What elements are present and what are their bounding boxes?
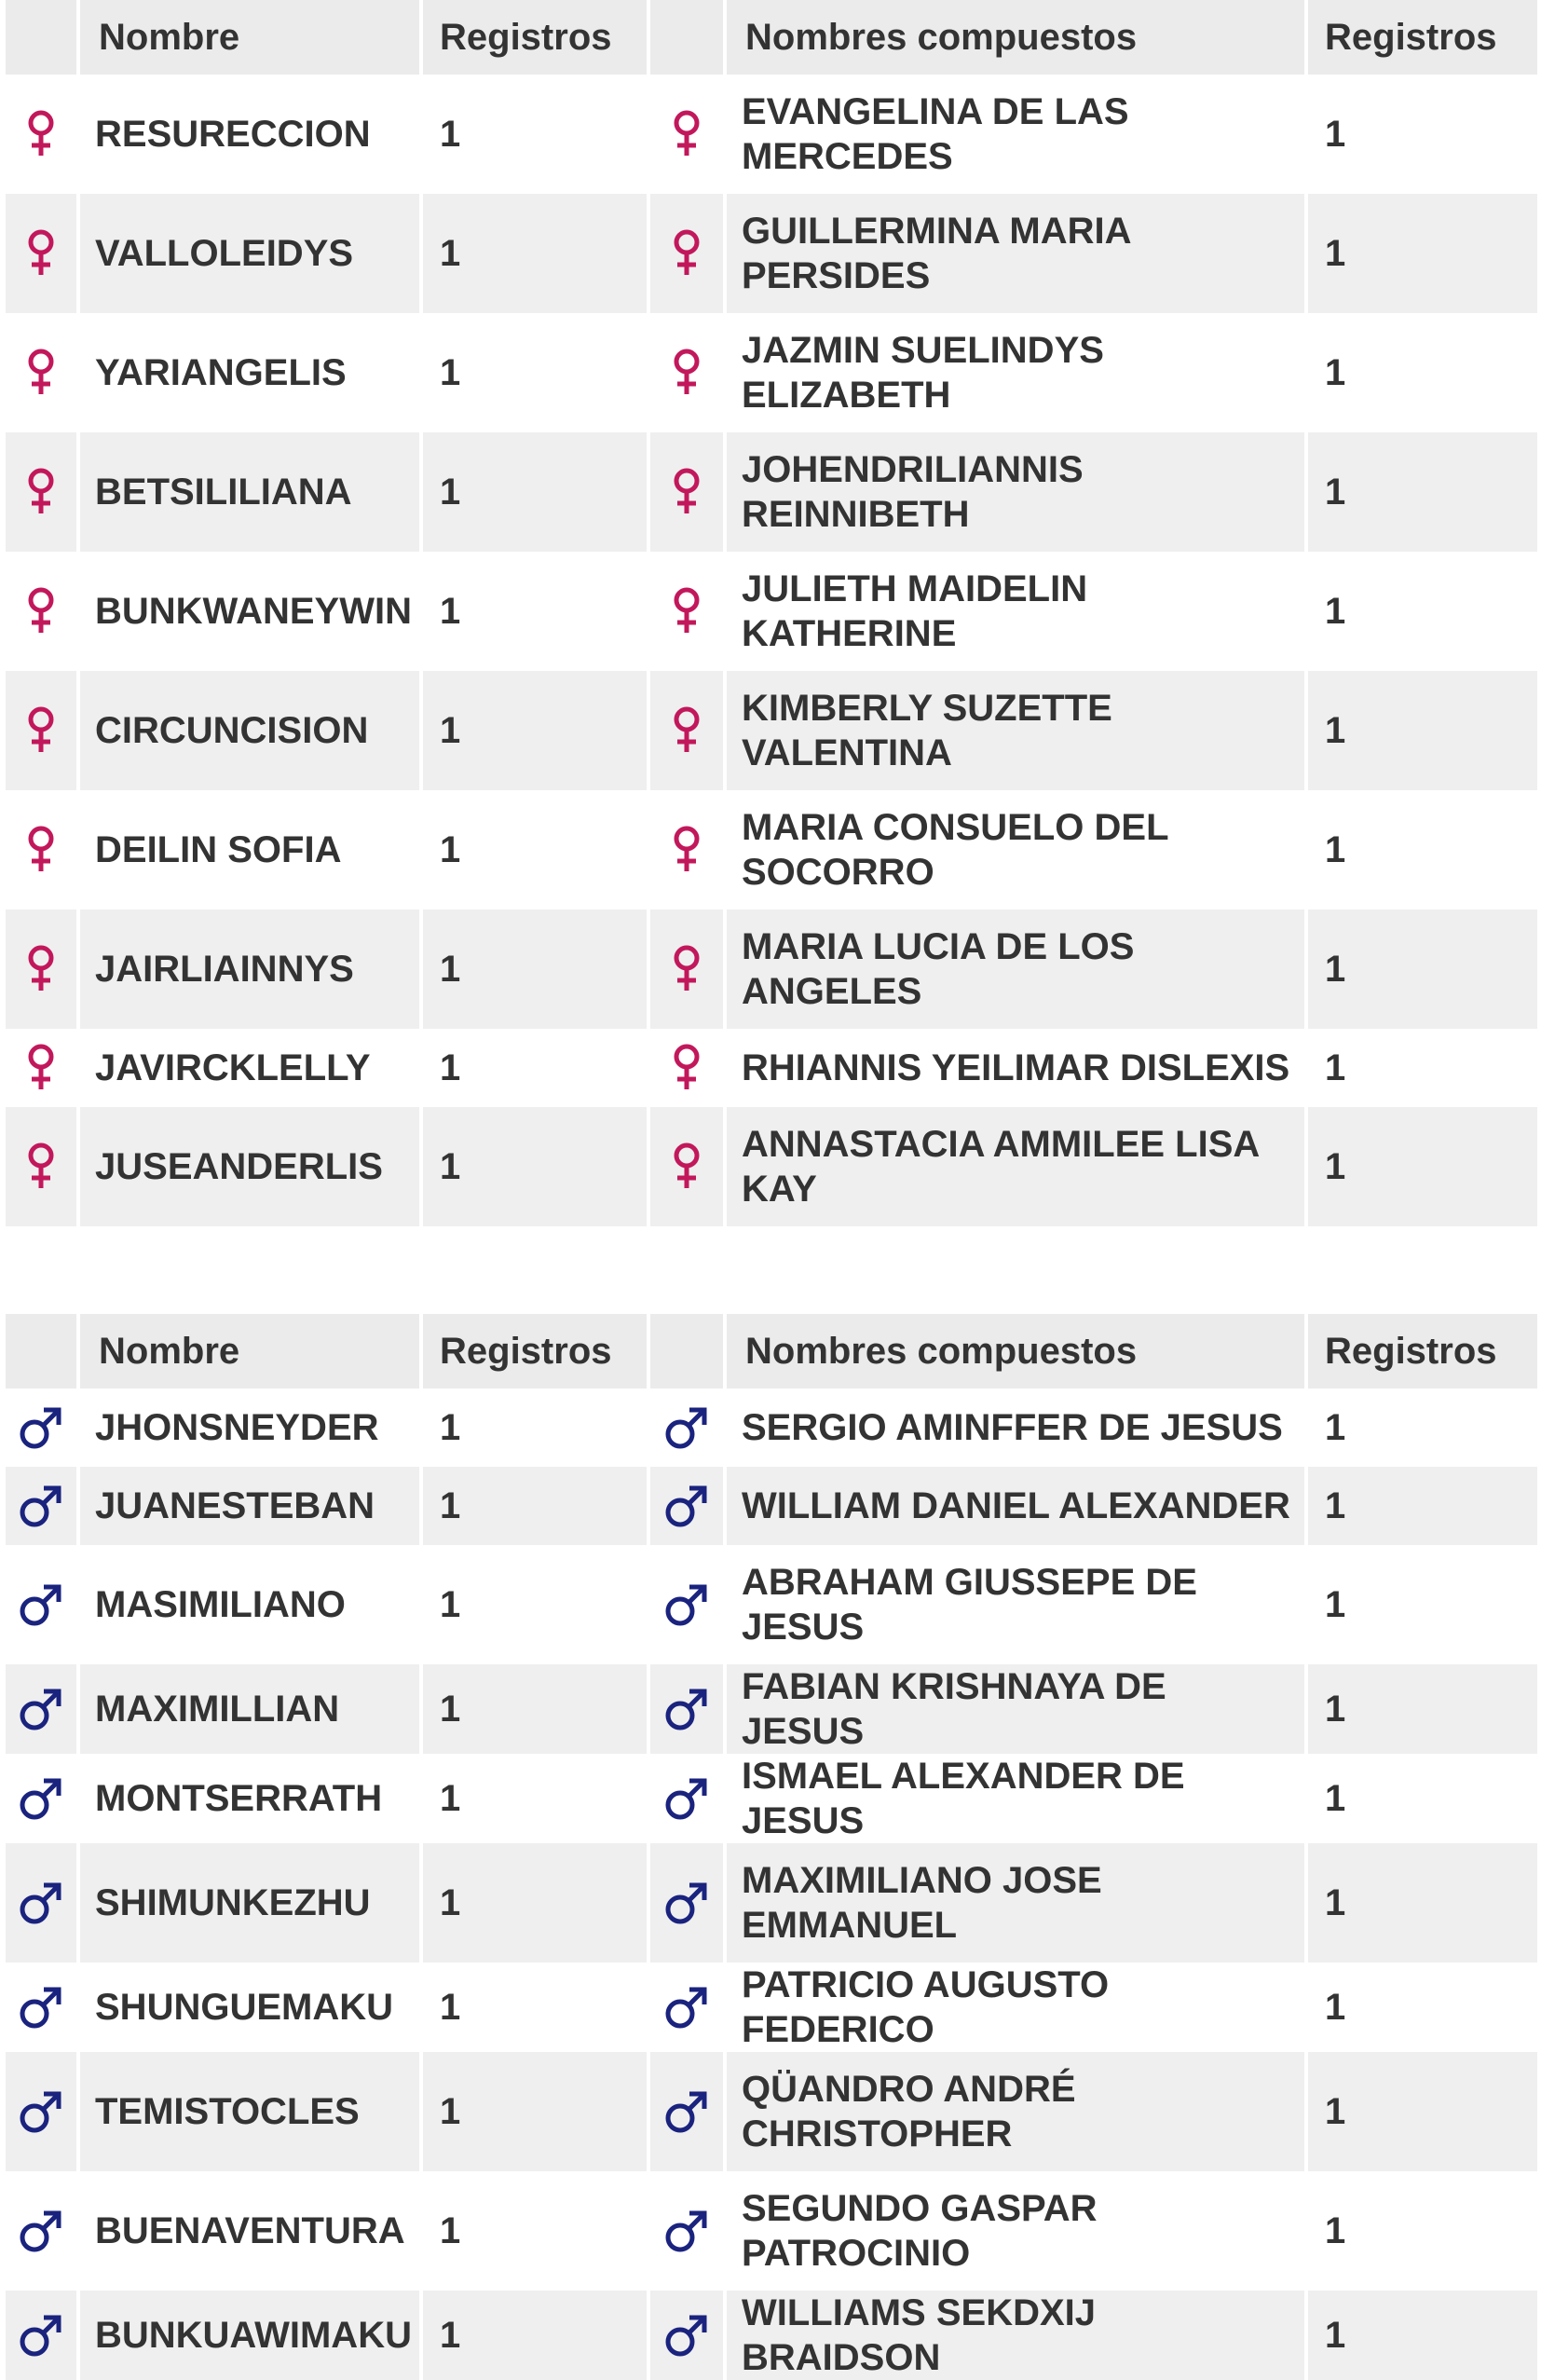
count-cell: 1 — [1308, 1843, 1537, 1963]
count-cell: 1 — [1308, 2291, 1537, 2380]
count-cell: 1 — [423, 2171, 650, 2291]
compound-name-column-header: Nombres compuestos — [727, 0, 1308, 75]
count-cell: 1 — [423, 2052, 650, 2171]
table-row — [6, 1107, 1537, 1226]
count-cell: 1 — [423, 1467, 650, 1545]
table-row — [6, 1467, 1537, 1545]
compound-name-cell: MARIA CONSUELO DEL SOCORRO — [727, 790, 1308, 910]
female-symbol-icon — [650, 194, 727, 313]
table-row — [6, 1545, 1537, 1664]
male-symbol-icon — [650, 1664, 727, 1754]
male-symbol-icon — [6, 1545, 80, 1664]
female-symbol-icon — [650, 1029, 727, 1107]
compound-name-cell: QÜANDRO ANDRÉ CHRISTOPHER — [727, 2052, 1308, 2171]
count-cell: 1 — [423, 1545, 650, 1664]
count-cell: 1 — [1308, 552, 1537, 671]
count-cell: 1 — [423, 552, 650, 671]
name-cell: JAVIRCKLELLY — [80, 1029, 423, 1107]
count-cell: 1 — [423, 313, 650, 432]
table-row — [6, 1843, 1537, 1963]
male-symbol-icon — [650, 2171, 727, 2291]
name-cell: SHIMUNKEZHU — [80, 1843, 423, 1963]
female-symbol-icon — [6, 194, 80, 313]
count-cell: 1 — [1308, 1467, 1537, 1545]
female-symbol-icon — [650, 75, 727, 194]
table-row — [6, 552, 1537, 671]
count-column-header: Registros — [423, 0, 650, 75]
compound-name-cell: JAZMIN SUELINDYS ELIZABETH — [727, 313, 1308, 432]
name-cell: MASIMILIANO — [80, 1545, 423, 1664]
count-cell: 1 — [423, 1029, 650, 1107]
count-cell: 1 — [1308, 1664, 1537, 1754]
male-symbol-icon — [650, 1467, 727, 1545]
name-cell: YARIANGELIS — [80, 313, 423, 432]
male-symbol-icon — [6, 2052, 80, 2171]
name-cell: VALLOLEIDYS — [80, 194, 423, 313]
male-symbol-icon — [6, 1388, 80, 1467]
female-symbol-icon — [650, 910, 727, 1029]
icon-column-header — [650, 0, 727, 75]
compound-name-cell: RHIANNIS YEILIMAR DISLEXIS — [727, 1029, 1308, 1107]
count-cell: 1 — [1308, 1107, 1537, 1226]
icon-column-header — [6, 1314, 80, 1388]
name-cell: JUANESTEBAN — [80, 1467, 423, 1545]
count-column-header: Registros — [423, 1314, 650, 1388]
name-cell: MAXIMILLIAN — [80, 1664, 423, 1754]
count-cell: 1 — [1308, 671, 1537, 790]
count-cell: 1 — [423, 671, 650, 790]
count-cell: 1 — [1308, 1754, 1537, 1843]
male-symbol-icon — [6, 2171, 80, 2291]
female-symbol-icon — [6, 1107, 80, 1226]
female-symbol-icon — [6, 432, 80, 552]
female-symbol-icon — [650, 1107, 727, 1226]
count-cell: 1 — [1308, 194, 1537, 313]
name-column-header: Nombre — [80, 1314, 423, 1388]
male-symbol-icon — [6, 1467, 80, 1545]
compound-name-cell: ISMAEL ALEXANDER DE JESUS — [727, 1754, 1308, 1843]
count-cell: 1 — [1308, 1963, 1537, 2052]
compound-name-cell: JOHENDRILIANNIS REINNIBETH — [727, 432, 1308, 552]
male-symbol-icon — [650, 1388, 727, 1467]
compound-name-cell: JULIETH MAIDELIN KATHERINE — [727, 552, 1308, 671]
table-row — [6, 2171, 1537, 2291]
count-cell: 1 — [423, 1388, 650, 1467]
compound-name-cell: ABRAHAM GIUSSEPE DE JESUS — [727, 1545, 1308, 1664]
name-cell: MONTSERRATH — [80, 1754, 423, 1843]
female-symbol-icon — [650, 790, 727, 910]
male-symbol-icon — [650, 2052, 727, 2171]
table-row — [6, 1029, 1537, 1107]
female-symbol-icon — [6, 313, 80, 432]
male-names-table — [6, 1314, 1537, 2380]
name-column-header: Nombre — [80, 0, 423, 75]
table-row — [6, 1754, 1537, 1843]
name-cell: BETSILILIANA — [80, 432, 423, 552]
icon-column-header — [6, 0, 80, 75]
table-header-row — [6, 1314, 1537, 1388]
count-cell: 1 — [1308, 75, 1537, 194]
count-cell: 1 — [423, 790, 650, 910]
name-cell: TEMISTOCLES — [80, 2052, 423, 2171]
compound-name-cell: GUILLERMINA MARIA PERSIDES — [727, 194, 1308, 313]
name-cell: BUNKUAWIMAKU — [80, 2291, 423, 2380]
table-row — [6, 2291, 1537, 2380]
female-symbol-icon — [650, 432, 727, 552]
name-cell: SHUNGUEMAKU — [80, 1963, 423, 2052]
compound-name-cell: ANNASTACIA AMMILEE LISA KAY — [727, 1107, 1308, 1226]
count-cell: 1 — [423, 194, 650, 313]
male-symbol-icon — [6, 1843, 80, 1963]
count-cell: 1 — [1308, 2052, 1537, 2171]
male-symbol-icon — [650, 1843, 727, 1963]
table-row — [6, 671, 1537, 790]
compound-name-cell: WILLIAMS SEKDXIJ BRAIDSON — [727, 2291, 1308, 2380]
female-symbol-icon — [6, 910, 80, 1029]
count-cell: 1 — [1308, 1545, 1537, 1664]
count-cell: 1 — [423, 910, 650, 1029]
count-cell: 1 — [1308, 1388, 1537, 1467]
count-cell: 1 — [423, 1843, 650, 1963]
female-names-table — [6, 0, 1537, 1226]
count-cell: 1 — [423, 75, 650, 194]
table-row — [6, 75, 1537, 194]
compound-name-column-header: Nombres compuestos — [727, 1314, 1308, 1388]
table-header-row — [6, 0, 1537, 75]
name-cell: RESURECCION — [80, 75, 423, 194]
name-cell: CIRCUNCISION — [80, 671, 423, 790]
compound-name-cell: MARIA LUCIA DE LOS ANGELES — [727, 910, 1308, 1029]
table-row — [6, 432, 1537, 552]
female-symbol-icon — [6, 671, 80, 790]
male-symbol-icon — [650, 2291, 727, 2380]
female-symbol-icon — [650, 313, 727, 432]
count-cell: 1 — [423, 1664, 650, 1754]
name-cell: JUSEANDERLIS — [80, 1107, 423, 1226]
count-cell: 1 — [1308, 910, 1537, 1029]
compound-name-cell: WILLIAM DANIEL ALEXANDER — [727, 1467, 1308, 1545]
compound-name-cell: KIMBERLY SUZETTE VALENTINA — [727, 671, 1308, 790]
table-row — [6, 1388, 1537, 1467]
female-symbol-icon — [650, 552, 727, 671]
compound-name-cell: PATRICIO AUGUSTO FEDERICO — [727, 1963, 1308, 2052]
name-cell: BUENAVENTURA — [80, 2171, 423, 2291]
count-cell: 1 — [1308, 313, 1537, 432]
male-symbol-icon — [6, 1664, 80, 1754]
icon-column-header — [650, 1314, 727, 1388]
name-cell: JHONSNEYDER — [80, 1388, 423, 1467]
name-cell: DEILIN SOFIA — [80, 790, 423, 910]
female-symbol-icon — [6, 75, 80, 194]
count-cell: 1 — [1308, 432, 1537, 552]
count-column-header: Registros — [1308, 1314, 1537, 1388]
count-cell: 1 — [423, 1107, 650, 1226]
count-column-header: Registros — [1308, 0, 1537, 75]
compound-name-cell: SEGUNDO GASPAR PATROCINIO — [727, 2171, 1308, 2291]
table-row — [6, 313, 1537, 432]
count-cell: 1 — [423, 2291, 650, 2380]
male-symbol-icon — [6, 1963, 80, 2052]
compound-name-cell: FABIAN KRISHNAYA DE JESUS — [727, 1664, 1308, 1754]
male-symbol-icon — [6, 1754, 80, 1843]
count-cell: 1 — [1308, 2171, 1537, 2291]
count-cell: 1 — [423, 1963, 650, 2052]
table-row — [6, 2052, 1537, 2171]
table-row — [6, 790, 1537, 910]
male-symbol-icon — [650, 1963, 727, 2052]
name-cell: BUNKWANEYWIN — [80, 552, 423, 671]
table-row — [6, 1963, 1537, 2052]
name-cell: JAIRLIAINNYS — [80, 910, 423, 1029]
count-cell: 1 — [1308, 1029, 1537, 1107]
male-symbol-icon — [6, 2291, 80, 2380]
compound-name-cell: EVANGELINA DE LAS MERCEDES — [727, 75, 1308, 194]
count-cell: 1 — [1308, 790, 1537, 910]
male-symbol-icon — [650, 1545, 727, 1664]
table-row — [6, 194, 1537, 313]
table-row — [6, 1664, 1537, 1754]
female-symbol-icon — [6, 1029, 80, 1107]
compound-name-cell: MAXIMILIANO JOSE EMMANUEL — [727, 1843, 1308, 1963]
count-cell: 1 — [423, 1754, 650, 1843]
female-symbol-icon — [6, 790, 80, 910]
count-cell: 1 — [423, 432, 650, 552]
female-symbol-icon — [650, 671, 727, 790]
female-symbol-icon — [6, 552, 80, 671]
table-row — [6, 910, 1537, 1029]
compound-name-cell: SERGIO AMINFFER DE JESUS — [727, 1388, 1308, 1467]
male-symbol-icon — [650, 1754, 727, 1843]
